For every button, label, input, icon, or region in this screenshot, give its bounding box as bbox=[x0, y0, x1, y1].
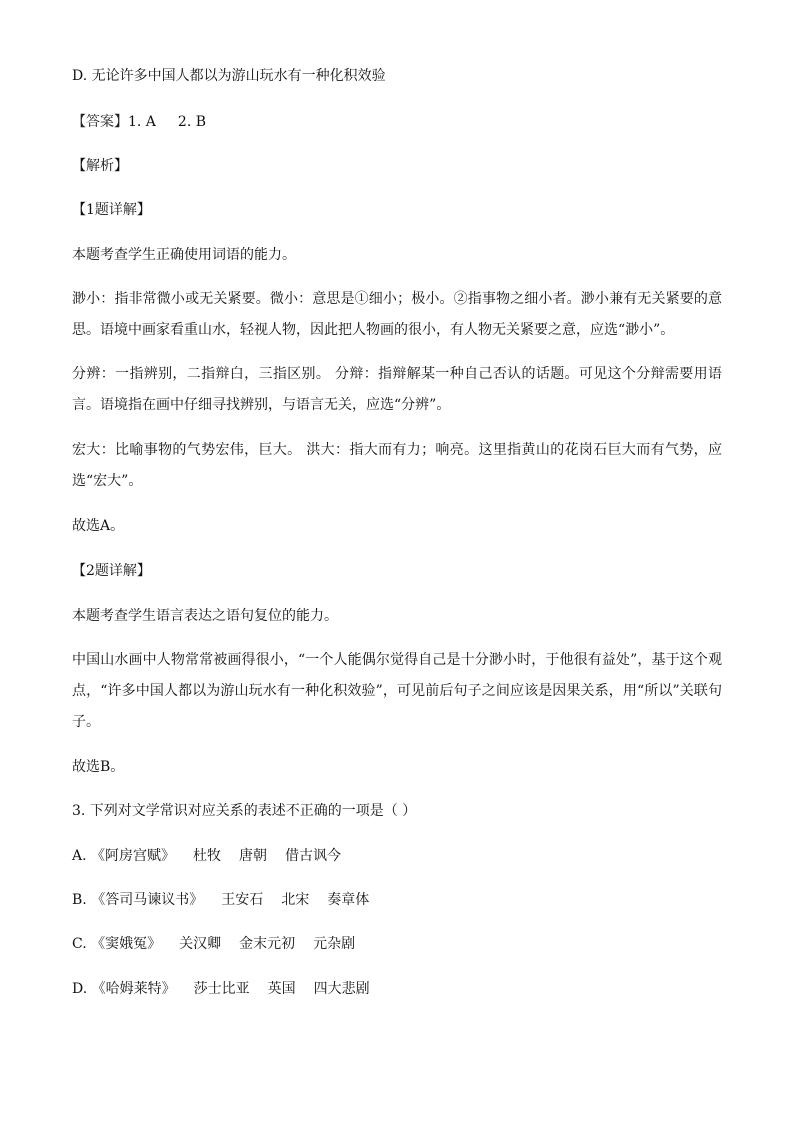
option-letter: C. bbox=[72, 936, 87, 952]
q3-option-c bbox=[72, 934, 355, 954]
option-work: 《窦娥冤》 bbox=[91, 936, 162, 952]
q3-option-d bbox=[72, 979, 370, 999]
q1-heading: 【1题详解】 bbox=[72, 202, 151, 218]
answer-label: 【答案】 bbox=[72, 114, 128, 130]
option-work: 《哈姆莱特》 bbox=[91, 981, 176, 997]
option-era: 唐朝 bbox=[239, 848, 268, 864]
option-letter: A. bbox=[72, 848, 87, 864]
q2-paragraph-1: 中国山水画中人物常常被画得很小，“一个人能偶尔觉得自己是十分渺小时，于他很有益处”，基于这个观点，“许多中国人都以为游山玩水有一种化积效验”，可见前后句子之间应该是因果关系，用“所以”关联句子。 bbox=[72, 652, 722, 730]
option-note: 四大悲剧 bbox=[313, 981, 370, 997]
option-letter: D. bbox=[72, 981, 88, 997]
q1-paragraph-1: 渺小：指非常微小或无关紧要。微小：意思是①细小；极小。②指事物之细小者。渺小兼有无关紧要的意思。语境中画家看重山水，轻视人物，因此把人物画的很小，有人物无关紧要之意，应选“渺小”。 bbox=[72, 291, 722, 338]
q3-option-a bbox=[72, 846, 341, 866]
option-note: 奏章体 bbox=[327, 892, 370, 908]
option-d-line: D. 无论许多中国人都以为游山玩水有一种化积效验 bbox=[72, 68, 386, 84]
analysis-label: 【解析】 bbox=[72, 158, 128, 174]
option-author: 莎士比亚 bbox=[193, 981, 250, 997]
option-note: 元杂剧 bbox=[313, 936, 356, 952]
q3-stem: 3. 下列对文学常识对应关系的表述不正确的一项是（ ） bbox=[72, 803, 417, 819]
q2-intro: 本题考查学生语言表达之语句复位的能力。 bbox=[72, 608, 338, 624]
answer-value-2: 2. B bbox=[177, 114, 207, 130]
q3-option-b bbox=[72, 890, 369, 910]
option-author: 关汉卿 bbox=[179, 936, 222, 952]
option-letter: B. bbox=[72, 892, 87, 908]
q1-paragraph-3: 宏大：比喻事物的气势宏伟，巨大。 洪大：指大而有力；响亮。这里指黄山的花岗石巨大而有气势，应选“宏大”。 bbox=[72, 442, 722, 489]
q2-conclusion: 故选B。 bbox=[72, 759, 125, 775]
option-note: 借古讽今 bbox=[285, 848, 342, 864]
option-era: 金末元初 bbox=[239, 936, 296, 952]
q1-intro: 本题考查学生正确使用词语的能力。 bbox=[72, 247, 296, 263]
q1-paragraph-2: 分辨：一指辨别，二指辩白，三指区别。 分辩：指辩解某一种自己否认的话题。可见这个分辩需要用语言。语境指在画中仔细寻找辨别，与语言无关，应选“分辨”。 bbox=[72, 366, 722, 413]
answer-value-1: 1. A bbox=[128, 114, 156, 130]
option-work: 《答司马谏议书》 bbox=[91, 892, 204, 908]
option-author: 杜牧 bbox=[193, 848, 222, 864]
option-era: 英国 bbox=[267, 981, 296, 997]
q1-conclusion: 故选A。 bbox=[72, 518, 125, 534]
option-author: 王安石 bbox=[221, 892, 264, 908]
option-era: 北宋 bbox=[281, 892, 310, 908]
option-work: 《阿房宫赋》 bbox=[91, 848, 176, 864]
answer-line bbox=[72, 112, 206, 132]
q2-heading: 【2题详解】 bbox=[72, 563, 151, 579]
